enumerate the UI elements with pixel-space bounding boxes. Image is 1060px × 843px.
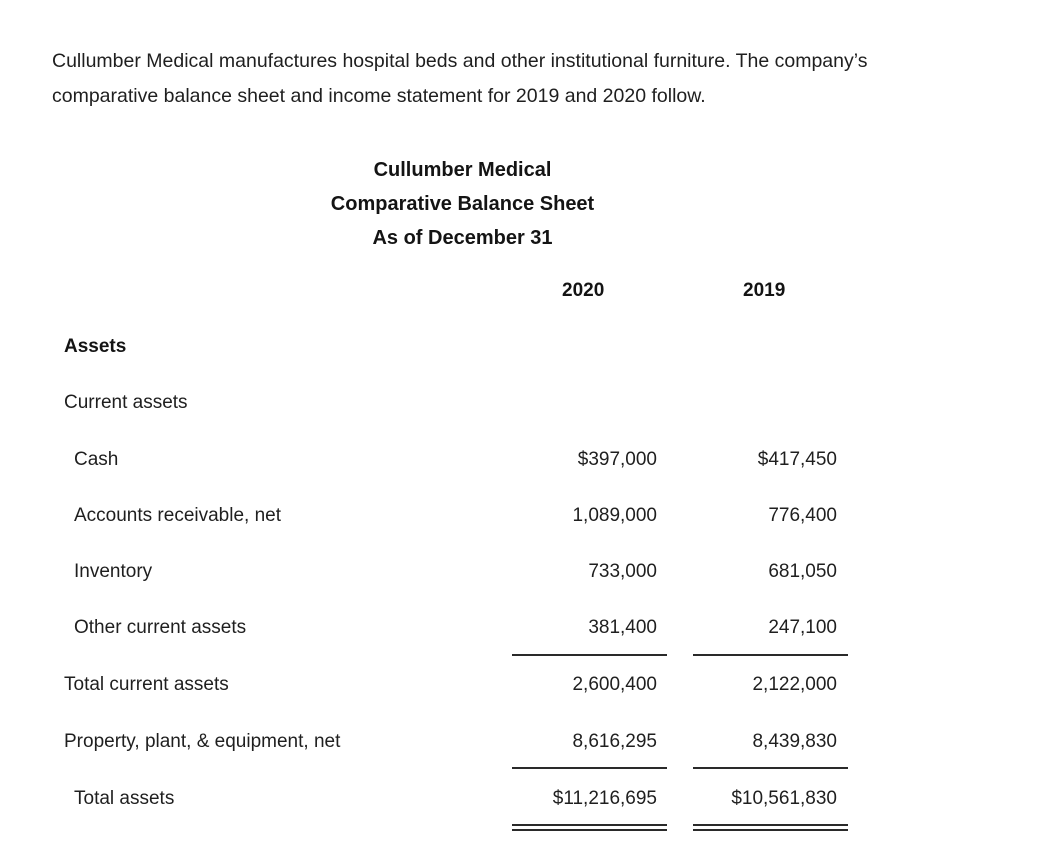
total-current-assets-2019: 2,122,000 [752, 674, 837, 695]
intro-line-2: comparative balance sheet and income statement for 2019 and 2020 follow. [52, 85, 706, 107]
cash-2019: $417,450 [757, 449, 837, 470]
double-rule-2020 [512, 824, 667, 831]
row-label-total-assets: Total assets [74, 788, 175, 809]
total-rule-2020 [512, 767, 667, 769]
intro-paragraph [52, 44, 1042, 114]
row-label-inventory: Inventory [74, 561, 153, 582]
cash-2020: $397,000 [577, 449, 657, 470]
total-assets-2019: $10,561,830 [731, 788, 837, 809]
subtotal-rule-2019 [693, 654, 848, 656]
section-current-assets: Current assets [64, 392, 188, 413]
statement-date: As of December 31 [372, 227, 553, 249]
ppe-2020: 8,616,295 [572, 731, 657, 752]
row-label-ppe: Property, plant, & equipment, net [64, 731, 341, 752]
subtotal-rule-2020 [512, 654, 667, 656]
row-label-total-current-assets: Total current assets [64, 674, 229, 695]
other-current-assets-2019: 247,100 [768, 617, 837, 638]
statement-title-block [300, 153, 625, 255]
accounts-receivable-2019: 776,400 [768, 505, 837, 526]
column-header-2020: 2020 [562, 280, 605, 301]
accounts-receivable-2020: 1,089,000 [572, 505, 657, 526]
double-rule-2019 [693, 824, 848, 831]
company-name: Cullumber Medical [373, 159, 552, 181]
column-header-2019: 2019 [743, 280, 786, 301]
statement-title: Comparative Balance Sheet [330, 193, 595, 215]
other-current-assets-2020: 381,400 [588, 617, 657, 638]
inventory-2019: 681,050 [768, 561, 837, 582]
row-label-cash: Cash [74, 449, 119, 470]
ppe-2019: 8,439,830 [752, 731, 837, 752]
row-label-other-current-assets: Other current assets [74, 617, 247, 638]
inventory-2020: 733,000 [588, 561, 657, 582]
row-label-accounts-receivable: Accounts receivable, net [74, 505, 282, 526]
total-assets-2020: $11,216,695 [552, 788, 657, 809]
intro-line-1: Cullumber Medical manufactures hospital beds and other institutional furniture. The company’s [52, 50, 868, 72]
section-assets: Assets [64, 336, 127, 357]
total-current-assets-2020: 2,600,400 [572, 674, 657, 695]
total-rule-2019 [693, 767, 848, 769]
